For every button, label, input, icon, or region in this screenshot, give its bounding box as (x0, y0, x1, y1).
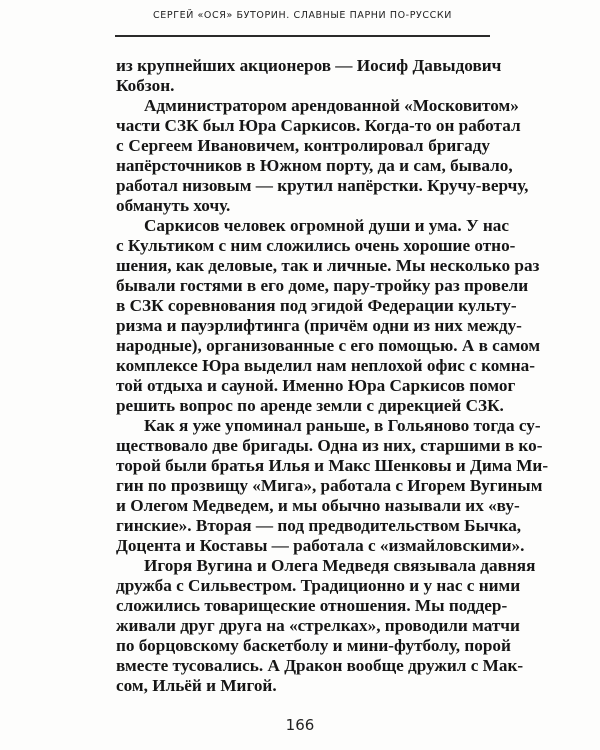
text-line: Доцента и Коставы — работала с «измайловскими». (116, 536, 525, 555)
text-line: с Сергеем Ивановичем, контролировал бригаду (116, 136, 490, 155)
text-line: сом, Ильёй и Мигой. (116, 676, 277, 695)
text-line: Кобзон. (116, 76, 175, 95)
text-line: из крупнейших акционеров — Иосиф Давыдович (116, 56, 502, 75)
text-line: живали друг друга на «стрелках», проводили матчи (116, 616, 520, 635)
running-header: СЕРГЕЙ «ОСЯ» БУТОРИН. СЛАВНЫЕ ПАРНИ ПО-РУССКИ (153, 10, 452, 21)
text-line: по борцовскому баскетболу и мини-футболу, порой (116, 636, 511, 655)
text-line: дружба с Сильвестром. Традиционно и у нас с ними (116, 576, 521, 595)
paragraph (116, 56, 502, 96)
text-line: ризма и пауэрлифтинга (причём одни из них между- (116, 316, 522, 335)
text-line: бывали гостями в его доме, пару-тройку раз провели (116, 276, 529, 295)
page-number: 166 (285, 716, 315, 734)
text-line: решить вопрос по аренде земли с дирекцией СЗК. (116, 396, 504, 415)
text-line: части СЗК был Юра Саркисов. Когда-то он работал (116, 116, 521, 135)
header-rule (115, 35, 490, 37)
page-body-text (116, 56, 549, 696)
paragraph (116, 216, 541, 416)
text-line: вместе тусовались. А Дракон вообще дружил с Мак- (116, 656, 524, 675)
text-line: ществовало две бригады. Одна из них, старшими в ко- (116, 436, 543, 455)
paragraph (116, 556, 536, 696)
text-line: сложились товарищеские отношения. Мы поддер- (116, 596, 508, 615)
text-line: в СЗК соревнования под эгидой Федерации культу- (116, 296, 517, 315)
text-line: напёрсточников в Южном порту, да и сам, бывало, (116, 156, 513, 175)
text-line: гин по прозвищу «Мига», работала с Игорем Вугиным (116, 476, 543, 495)
text-line: Саркисов человек огромной души и ума. У нас (144, 216, 509, 235)
text-line: обмануть хочу. (116, 196, 231, 215)
paragraph (116, 416, 549, 556)
text-line: шения, как деловые, так и личные. Мы несколько раз (116, 256, 540, 275)
text-line: Администратором арендованной «Московитом» (144, 96, 519, 115)
paragraph (116, 96, 529, 216)
text-line: комплексе Юра выделил нам неплохой офис с комна- (116, 356, 535, 375)
text-line: и Олегом Медведем, и мы обычно называли их «ву- (116, 496, 520, 515)
text-line: работал низовым — крутил напёрстки. Кручу-верчу, (116, 176, 529, 195)
text-line: торой были братья Илья и Макс Шенковы и Дима Ми- (116, 456, 549, 475)
text-line: гинские». Вторая — под предводительством Бычка, (116, 516, 522, 535)
text-line: с Культиком с ним сложились очень хорошие отно- (116, 236, 516, 255)
text-line: Игоря Вугина и Олега Медведя связывала давняя (144, 556, 536, 575)
text-line: народные), организованные с его помощью. А в самом (116, 336, 541, 355)
text-line: той отдыха и сауной. Именно Юра Саркисов помог (116, 376, 516, 395)
text-line: Как я уже упоминал раньше, в Гольяново тогда су- (144, 416, 541, 435)
